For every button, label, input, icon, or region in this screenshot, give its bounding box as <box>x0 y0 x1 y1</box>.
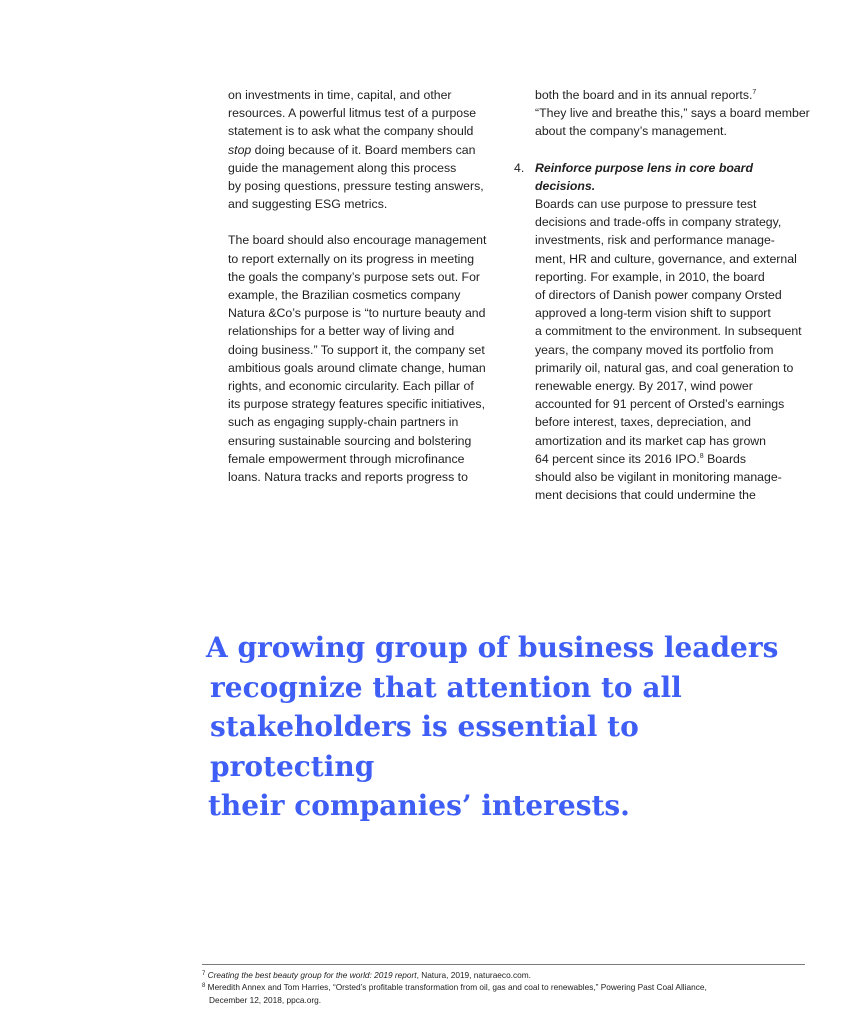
body-paragraph <box>514 86 814 141</box>
text-line: primarily oil, natural gas, and coal generation to <box>535 360 794 375</box>
text-line: “They live and breathe this,” says a board member <box>535 106 810 121</box>
text-line: a commitment to the environment. In subsequent <box>535 324 802 339</box>
text-line: loans. Natura tracks and reports progress to <box>228 470 468 485</box>
text-line: and suggesting ESG metrics. <box>228 197 388 212</box>
text-line: the goals the company’s purpose sets out. For <box>228 269 481 284</box>
text-line: of directors of Danish power company Orsted <box>535 288 782 303</box>
text-line: Natura &Co’s purpose is “to nurture beauty and <box>228 306 486 321</box>
text-line: Boards <box>703 451 747 466</box>
text-line: to report externally on its progress in meeting <box>228 251 475 266</box>
footnote-8 <box>202 981 802 1006</box>
footnote-ref[interactable]: 8 <box>699 452 704 460</box>
text-line: investments, risk and performance manage- <box>535 233 775 248</box>
pull-quote-line: A growing group of business leaders <box>206 631 779 664</box>
text-line: accounted for 91 percent of Orsted’s earnings <box>535 397 785 412</box>
pull-quote-line: recognize that attention to all <box>210 670 682 704</box>
right-column <box>514 86 814 504</box>
footnote-text: December 12, 2018, ppca.org. <box>209 994 322 1005</box>
text-line: years, the company moved its portfolio from <box>535 342 774 357</box>
footnote-text: , Natura, 2019, naturaeco.com. <box>416 970 531 980</box>
body-paragraph <box>535 159 814 505</box>
footnote-text: Meredith Annex and Tom Harries, “Orsted’s profitable transformation from oil, gas and coal to renewables,” Powering Past Coal Alliance, <box>207 982 707 993</box>
numbered-item <box>514 159 814 505</box>
text-line: by posing questions, pressure testing answers, <box>228 179 484 194</box>
text-line: reporting. For example, in 2010, the board <box>535 269 765 284</box>
text-line: approved a long-term vision shift to support <box>535 306 771 321</box>
text-line: ensuring sustainable sourcing and bolstering <box>228 433 472 448</box>
text-line: ambitious goals around climate change, human <box>228 360 486 375</box>
item-number: 4. <box>514 160 525 175</box>
text-line: ment, HR and culture, governance, and external <box>535 251 797 266</box>
pull-quote <box>206 628 796 826</box>
text-line: guide the management along this process <box>228 160 457 175</box>
emphasized-word: stop <box>228 142 252 157</box>
text-line: female empowerment through microfinance <box>228 451 465 466</box>
text-line: about the company’s management. <box>535 124 727 139</box>
text-line: ment decisions that could undermine the <box>535 488 756 503</box>
text-line: relationships for a better way of living and <box>228 324 455 339</box>
footnote-marker: 7 <box>202 971 206 977</box>
body-paragraph <box>228 86 500 213</box>
text-line: both the board and in its annual reports. <box>535 88 753 102</box>
text-line: doing because of it. Board members can <box>251 142 476 157</box>
text-line: doing business.” To support it, the company set <box>228 342 485 357</box>
text-line: should also be vigilant in monitoring manage- <box>535 470 782 485</box>
footnote-marker: 8 <box>202 983 206 990</box>
pull-quote-line: stakeholders is essential to protecting <box>210 710 639 783</box>
text-line: renewable energy. By 2017, wind power <box>535 379 753 394</box>
text-line: statement is to ask what the company should <box>228 124 474 139</box>
footnote-divider <box>202 964 805 965</box>
footnote-source-title: Creating the best beauty group for the world: 2019 report <box>207 970 417 980</box>
text-line: example, the Brazilian cosmetics company <box>228 288 461 303</box>
text-line: decisions and trade-offs in company strategy, <box>535 215 782 230</box>
text-line: resources. A powerful litmus test of a purpose <box>228 106 477 121</box>
pull-quote-line: their companies’ interests. <box>208 789 630 822</box>
text-line: rights, and economic circularity. Each pillar of <box>228 379 474 394</box>
text-line: amortization and its market cap has grown <box>535 433 767 448</box>
body-paragraph <box>228 231 500 486</box>
left-column <box>228 86 500 486</box>
text-line: before interest, taxes, depreciation, and <box>535 415 752 430</box>
text-line: on investments in time, capital, and other <box>228 88 452 102</box>
text-line: The board should also encourage management <box>228 233 487 248</box>
text-line: 64 percent since its 2016 IPO. <box>535 451 700 466</box>
footnote-7 <box>202 969 802 981</box>
text-line: such as engaging supply-chain partners in <box>228 415 459 430</box>
text-line: Boards can use purpose to pressure test <box>535 197 757 212</box>
text-line: its purpose strategy features specific initiatives, <box>228 397 485 412</box>
footnotes <box>202 969 802 1006</box>
item-title: Reinforce purpose lens in core board decisions. <box>535 160 753 193</box>
footnote-ref[interactable]: 7 <box>752 89 757 96</box>
